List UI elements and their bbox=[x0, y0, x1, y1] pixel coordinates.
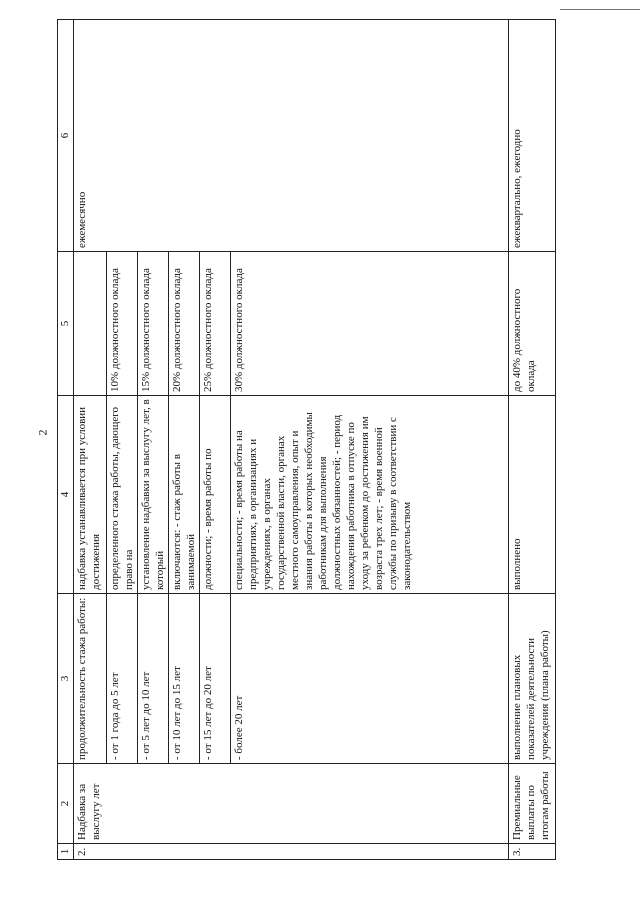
description-cell: выполнено bbox=[509, 396, 556, 594]
value-cell bbox=[74, 252, 509, 396]
condition-title: продолжительность стажа работы: bbox=[76, 597, 88, 760]
row-number: 3. bbox=[509, 844, 556, 860]
page-number: 2 bbox=[35, 429, 50, 436]
payment-name: Премиальные выплаты по итогам работы bbox=[509, 764, 556, 844]
condition-item: - более 20 лет bbox=[230, 594, 247, 763]
value-cell: до 40% должностного оклада bbox=[509, 252, 556, 396]
table-row bbox=[509, 20, 556, 860]
description-part: определенного стажа работы, дающего право на bbox=[106, 396, 137, 593]
header-cell-3: 3 bbox=[58, 594, 74, 764]
payments-table bbox=[57, 19, 556, 860]
header-cell-6: 6 bbox=[58, 20, 74, 252]
condition-item: - от 15 лет до 20 лет bbox=[199, 594, 230, 763]
description-part: надбавка устанавливается при условии достижения bbox=[76, 406, 102, 590]
value-spacer bbox=[74, 252, 106, 395]
value-item: 30% должностного оклада bbox=[230, 252, 247, 395]
description-part: специальности; - время работы на предприятиях, в организациях и учреждениях, в органах государственной власти, органах местного самоуправления, опыт и знания работы в которых необходимы работникам для выполнения должностных обязанностей; - период нахождения работника в отпуске по уходу за ребенком до достижения им возраста трех лет; - время военной службы по призыву в соответствии с законодательством bbox=[230, 396, 415, 593]
header-cell-5: 5 bbox=[58, 252, 74, 396]
top-rule bbox=[560, 9, 640, 10]
period-cell: ежемесячно bbox=[74, 20, 509, 252]
condition-cell: выполнение плановых показателей деятельности учреждения (плана работы) bbox=[509, 594, 556, 764]
condition-item: - от 5 лет до 10 лет bbox=[137, 594, 168, 763]
description-part: должности; - время работы по bbox=[199, 396, 230, 593]
payment-name: Надбавка за выслугу лет bbox=[74, 764, 509, 844]
description-part: установление надбавки за выслугу лет, в который bbox=[137, 396, 168, 593]
description-cell bbox=[74, 396, 509, 594]
header-cell-1: 1 bbox=[58, 844, 74, 860]
value-item: 15% должностного оклада bbox=[137, 252, 168, 395]
rotated-table-sheet bbox=[57, 20, 632, 860]
period-cell: ежеквартально, ежегодно bbox=[509, 20, 556, 252]
header-cell-2: 2 bbox=[58, 764, 74, 844]
condition-item: - от 1 года до 5 лет bbox=[106, 594, 137, 763]
value-item: 20% должностного оклада bbox=[168, 252, 199, 395]
header-row bbox=[58, 20, 74, 860]
condition-item: - от 10 лет до 15 лет bbox=[168, 594, 199, 763]
description-part: включаются: - стаж работы в занимаемой bbox=[168, 396, 199, 593]
value-item: 25% должностного оклада bbox=[199, 252, 230, 395]
condition-cell bbox=[74, 594, 509, 764]
header-cell-4: 4 bbox=[58, 396, 74, 594]
row-number: 2. bbox=[74, 844, 509, 860]
value-item: 10% должностного оклада bbox=[106, 252, 137, 395]
table-row bbox=[74, 20, 509, 860]
